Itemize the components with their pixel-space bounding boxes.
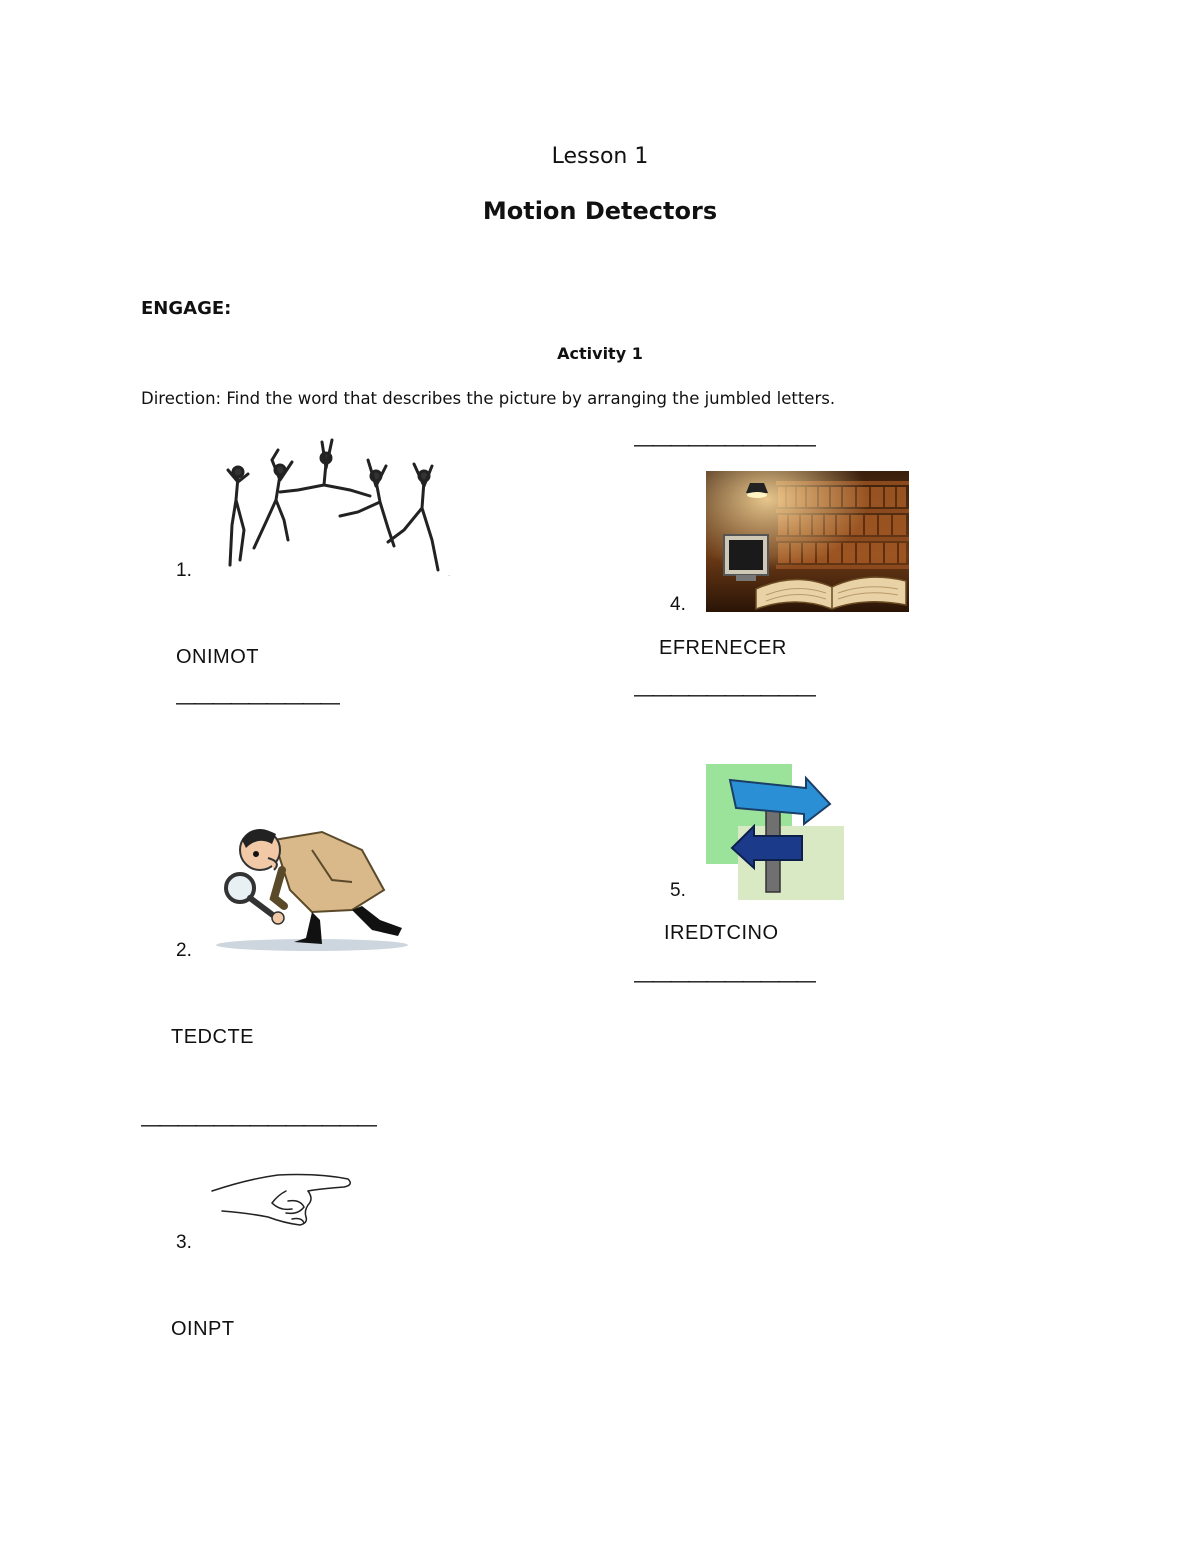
item-number: 4. [670,594,686,615]
svg-text:.: . [448,570,451,578]
library-book-image [706,471,909,612]
lesson-label: Lesson 1 [551,144,649,169]
jumbled-word: EFRENECER [659,637,787,659]
pointing-hand-image [208,1165,356,1235]
jumbled-word: IREDTCINO [664,922,779,944]
detective-magnifier-image [212,820,412,955]
page-title: Motion Detectors [482,197,718,225]
jumbled-word: ONIMOT [176,646,259,668]
item-number: 5. [670,880,686,901]
answer-line: —————————— [634,684,814,706]
signpost-arrows-image [706,764,844,900]
item-number: 3. [176,1232,192,1253]
activity-heading: Activity 1 [557,344,643,363]
jumbled-word: TEDCTE [171,1026,254,1048]
engage-heading: ENGAGE: [141,298,232,319]
item-number: 1. [176,560,192,581]
dancers-leaping-image [218,430,470,580]
direction-text: Direction: Find the word that describes the picture by arranging the jumbled letters. [141,389,836,408]
answer-line: —————————— [634,970,814,992]
answer-line: ————————————— [141,1114,375,1136]
answer-line: ————————— [176,692,338,714]
answer-line: —————————— [634,434,814,456]
item-number: 2. [176,940,192,961]
jumbled-word: OINPT [171,1318,235,1340]
